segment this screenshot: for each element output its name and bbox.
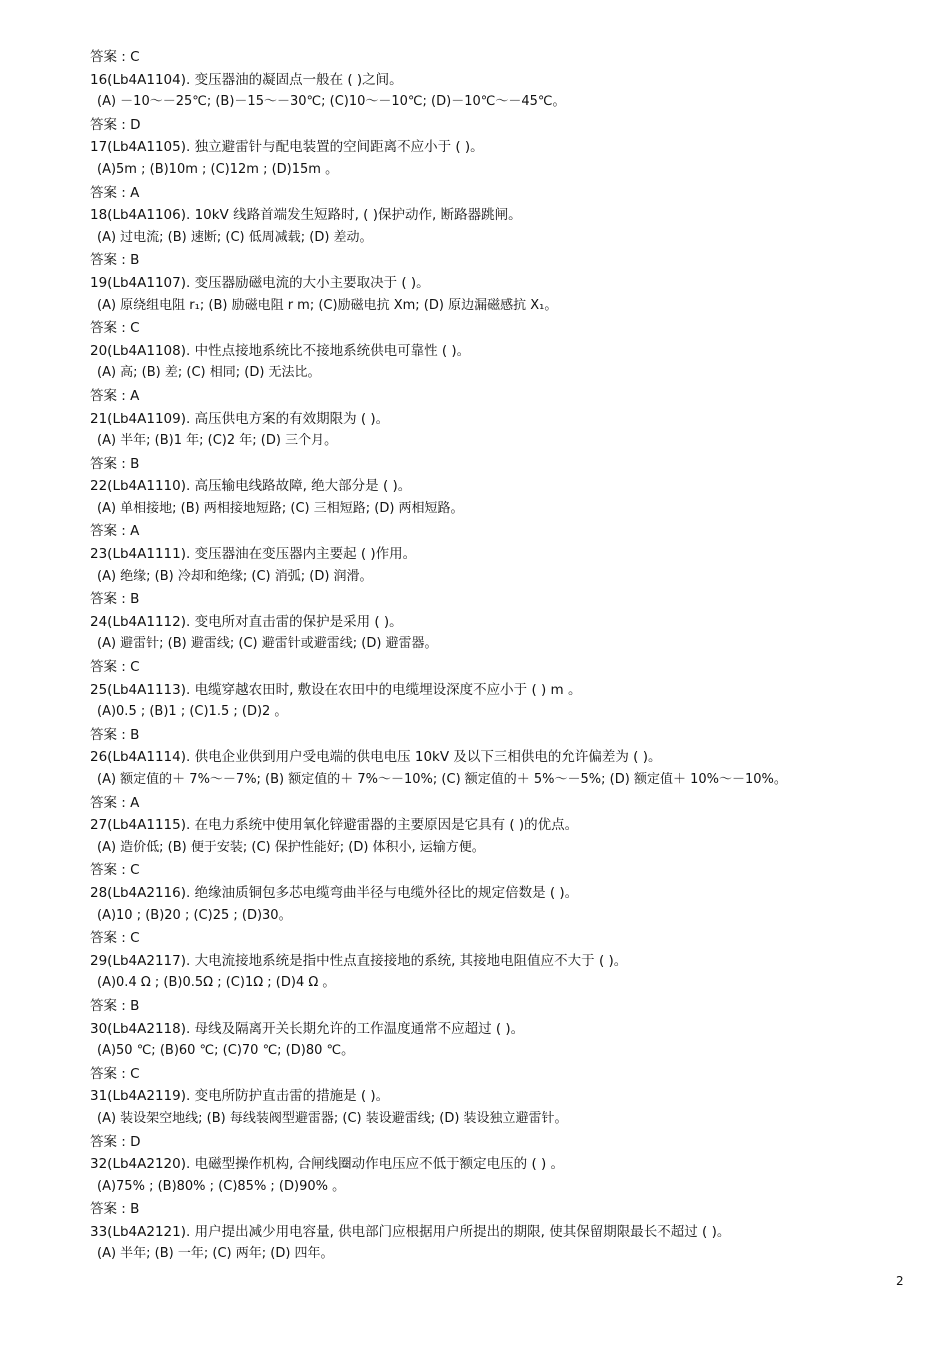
- answer-line: 答案 : D: [90, 116, 141, 133]
- answer-line: 答案 : C: [90, 862, 140, 879]
- question-line: 20(Lb4A1108). 中性点接地系统比不接地系统供电可靠性 ( )。: [90, 342, 471, 359]
- answer-line: 答案 : D: [90, 1133, 141, 1150]
- answer-line: 答案 : C: [90, 1065, 140, 1082]
- question-line: 26(Lb4A1114). 供电企业供到用户受电端的供电电压 10kV 及以下三相供电的允许偏差为 ( )。: [90, 749, 662, 766]
- question-line: 32(Lb4A2120). 电磁型操作机构, 合闸线圈动作电压应不低于额定电压的 ( ) 。: [90, 1156, 565, 1173]
- options-line: (A)75% ; (B)80% ; (C)85% ; (D)90% 。: [97, 1178, 346, 1194]
- answer-line: 答案 : C: [90, 49, 140, 65]
- answer-line: 答案 : A: [90, 523, 140, 540]
- options-line: (A) －10～－25℃; (B)－15～－30℃; (C)10～－10℃; (D)－10℃～－45℃。: [97, 94, 566, 110]
- options-line: (A) 半年; (B)1 年; (C)2 年; (D) 三个月。: [97, 433, 338, 449]
- answer-line: 答案 : A: [90, 794, 140, 811]
- answer-line: 答案 : B: [90, 726, 140, 743]
- question-line: 28(Lb4A2116). 绝缘油质铜包多芯电缆弯曲半径与电缆外径比的规定倍数是 ( )。: [90, 884, 579, 901]
- answer-line: 答案 : B: [90, 1201, 140, 1218]
- question-line: 29(Lb4A2117). 大电流接地系统是指中性点直接接地的系统, 其接地电阻值应不大于 ( )。: [90, 952, 628, 969]
- question-line: 24(Lb4A1112). 变电所对直击雷的保护是采用 ( )。: [90, 613, 403, 630]
- question-line: 19(Lb4A1107). 变压器励磁电流的大小主要取决于 ( )。: [90, 274, 430, 291]
- question-line: 23(Lb4A1111). 变压器油在变压器内主要起 ( )作用。: [90, 546, 417, 563]
- page-number: 2: [896, 1274, 904, 1288]
- options-line: (A) 单相接地; (B) 两相接地短路; (C) 三相短路; (D) 两相短路。: [97, 500, 464, 516]
- question-line: 17(Lb4A1105). 独立避雷针与配电装置的空间距离不应小于 ( )。: [90, 139, 484, 156]
- options-line: (A) 装设架空地线; (B) 每线装阀型避雷器; (C) 装设避雷线; (D) 装设独立避雷针。: [97, 1110, 568, 1126]
- answer-line: 答案 : A: [90, 387, 140, 404]
- options-line: (A) 造价低; (B) 便于安装; (C) 保护性能好; (D) 体积小, 运输方便。: [97, 839, 485, 855]
- options-line: (A) 避雷针; (B) 避雷线; (C) 避雷针或避雷线; (D) 避雷器。: [97, 636, 438, 652]
- answer-line: 答案 : B: [90, 252, 140, 269]
- options-line: (A) 额定值的＋ 7%～－7%; (B) 额定值的＋ 7%～－10%; (C) 额定值的＋ 5%～－5%; (D) 额定值＋ 10%～－10%。: [97, 772, 787, 787]
- document-body: [90, 46, 915, 1266]
- options-line: (A) 半年; (B) 一年; (C) 两年; (D) 四年。: [97, 1246, 334, 1262]
- options-line: (A) 过电流; (B) 速断; (C) 低周减载; (D) 差动。: [97, 229, 373, 245]
- options-line: (A)10 ; (B)20 ; (C)25 ; (D)30。: [97, 907, 292, 923]
- question-line: 30(Lb4A2118). 母线及隔离开关长期允许的工作温度通常不应超过 ( )。: [90, 1020, 525, 1037]
- question-line: 18(Lb4A1106). 10kV 线路首端发生短路时, ( )保护动作, 断路器跳闸。: [90, 207, 522, 224]
- answer-line: 答案 : B: [90, 997, 140, 1014]
- options-line: (A)5m ; (B)10m ; (C)12m ; (D)15m 。: [97, 161, 339, 177]
- question-line: 21(Lb4A1109). 高压供电方案的有效期限为 ( )。: [90, 410, 390, 427]
- question-line: 22(Lb4A1110). 高压输电线路故障, 绝大部分是 ( )。: [90, 478, 412, 495]
- answer-line: 答案 : C: [90, 659, 140, 676]
- options-line: (A) 绝缘; (B) 冷却和绝缘; (C) 消弧; (D) 润滑。: [97, 568, 373, 584]
- options-line: (A)50 ℃; (B)60 ℃; (C)70 ℃; (D)80 ℃。: [97, 1043, 355, 1059]
- answer-line: 答案 : C: [90, 320, 140, 337]
- options-line: (A) 高; (B) 差; (C) 相同; (D) 无法比。: [97, 365, 321, 381]
- question-line: 33(Lb4A2121). 用户提出减少用电容量, 供电部门应根据用户所提出的期限, 使其保留期限最长不超过 ( )。: [90, 1223, 731, 1240]
- question-line: 16(Lb4A1104). 变压器油的凝固点一般在 ( )之间。: [90, 71, 403, 88]
- question-line: 31(Lb4A2119). 变电所防护直击雷的措施是 ( )。: [90, 1088, 390, 1105]
- answer-line: 答案 : A: [90, 184, 140, 201]
- question-line: 27(Lb4A1115). 在电力系统中使用氧化锌避雷器的主要原因是它具有 ( )的优点。: [90, 817, 579, 834]
- options-line: (A)0.4 Ω ; (B)0.5Ω ; (C)1Ω ; (D)4 Ω 。: [97, 975, 336, 991]
- answer-line: 答案 : C: [90, 930, 140, 947]
- options-line: (A)0.5 ; (B)1 ; (C)1.5 ; (D)2 。: [97, 704, 288, 720]
- answer-line: 答案 : B: [90, 591, 140, 608]
- answer-line: 答案 : B: [90, 455, 140, 472]
- options-line: (A) 原绕组电阻 r₁; (B) 励磁电阻 r m; (C)励磁电抗 Xm; (D) 原边漏磁感抗 X₁。: [97, 297, 558, 313]
- question-line: 25(Lb4A1113). 电缆穿越农田时, 敷设在农田中的电缆埋设深度不应小于 ( ) m 。: [90, 681, 582, 698]
